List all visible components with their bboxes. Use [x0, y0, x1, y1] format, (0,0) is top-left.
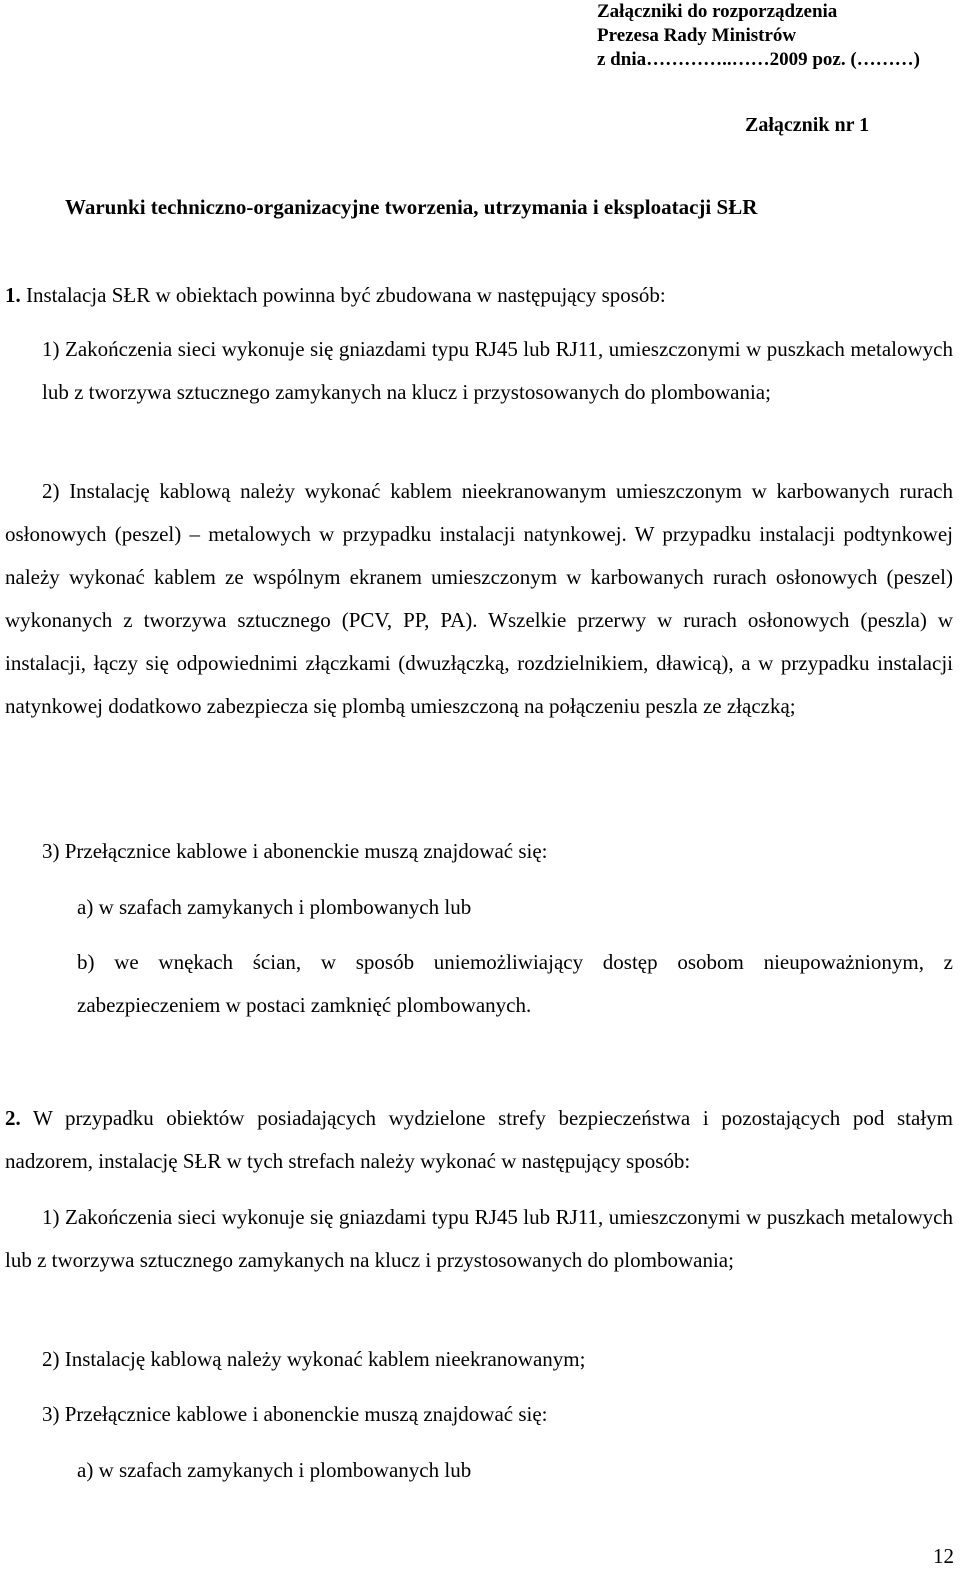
annex-number: Załącznik nr 1 — [745, 114, 870, 136]
section-2-number: 2. — [5, 1106, 21, 1130]
section-1-number: 1. — [5, 283, 21, 307]
header-line-1: Załączniki do rozporządzenia — [597, 1, 838, 22]
section-2-item-2-text: 2) Instalację kablową należy wykonać kablem nieekranowanym; — [42, 1347, 586, 1371]
regulation-header — [597, 0, 920, 72]
section-1-item-3 — [5, 830, 953, 873]
section-1-intro-text: Instalacja SŁR w obiektach powinna być zbudowana w następujący sposób: — [26, 283, 666, 307]
section-1-item-1 — [5, 328, 953, 414]
section-1-item-2 — [5, 470, 953, 728]
section-2-item-2 — [5, 1338, 953, 1381]
section-1-intro — [5, 274, 953, 317]
section-2-item-3a-text: a) w szafach zamykanych i plombowanych lub — [77, 1458, 472, 1482]
header-line-3: z dnia…………..……2009 poz. (………) — [597, 49, 920, 70]
section-2-item-1 — [5, 1196, 953, 1282]
section-2-item-3-text: 3) Przełącznice kablowe i abonenckie muszą znajdować się: — [42, 1402, 548, 1426]
section-2-intro-text: W przypadku obiektów posiadających wydzielone strefy bezpieczeństwa i pozostających pod stałym nadzorem, instalację SŁR w tych strefach należy wykonać w następujący sposób: — [5, 1106, 953, 1173]
page-number: 12 — [933, 1544, 954, 1568]
section-1-item-1-text: 1) Zakończenia sieci wykonuje się gniazdami typu RJ45 lub RJ11, umieszczonymi w puszkach metalowych lub z tworzywa sztucznego zamykanych na klucz i przystosowanych do plombowania; — [42, 337, 953, 404]
section-1-item-3b — [5, 941, 953, 1027]
section-2-item-1-text: 1) Zakończenia sieci wykonuje się gniazdami typu RJ45 lub RJ11, umieszczonymi w puszkach metalowych lub z tworzywa sztucznego zamykanych na klucz i przystosowanych do plombowania; — [5, 1205, 953, 1272]
section-1-item-3a — [5, 886, 953, 929]
section-2-item-3a — [5, 1449, 953, 1492]
section-1-item-3-text: 3) Przełącznice kablowe i abonenckie muszą znajdować się: — [42, 839, 548, 863]
section-1-item-3b-text: b) we wnękach ścian, w sposób uniemożliwiający dostęp osobom nieupoważnionym, z zabezpieczeniem w postaci zamknięć plombowanych. — [77, 950, 953, 1017]
section-1-item-3a-text: a) w szafach zamykanych i plombowanych lub — [77, 895, 472, 919]
document-title: Warunki techniczno-organizacyjne tworzenia, utrzymania i eksploatacji SŁR — [65, 195, 758, 219]
header-line-2: Prezesa Rady Ministrów — [597, 25, 797, 46]
section-2-item-3 — [5, 1393, 953, 1436]
section-1-item-2-text: 2) Instalację kablową należy wykonać kablem nieekranowanym umieszczonym w karbowanych rurach osłonowych (peszel) – metalowych w przypadku instalacji natynkowej. W przypadku instalacji podtynkowej należy wykonać kablem ze wspólnym ekranem umieszczonym w karbowanych rurach osłonowych (peszel) wykonanych z tworzywa sztucznego (PCV, PP, PA). Wszelkie przerwy w rurach osłonowych (peszla) w instalacji, łączy się odpowiednimi złączkami (dwuzłączką, rozdzielnikiem, dławicą), a w przypadku instalacji natynkowej dodatkowo zabezpiecza się plombą umieszczoną na połączeniu peszla ze złączką; — [5, 479, 953, 718]
section-2-intro — [5, 1097, 953, 1183]
